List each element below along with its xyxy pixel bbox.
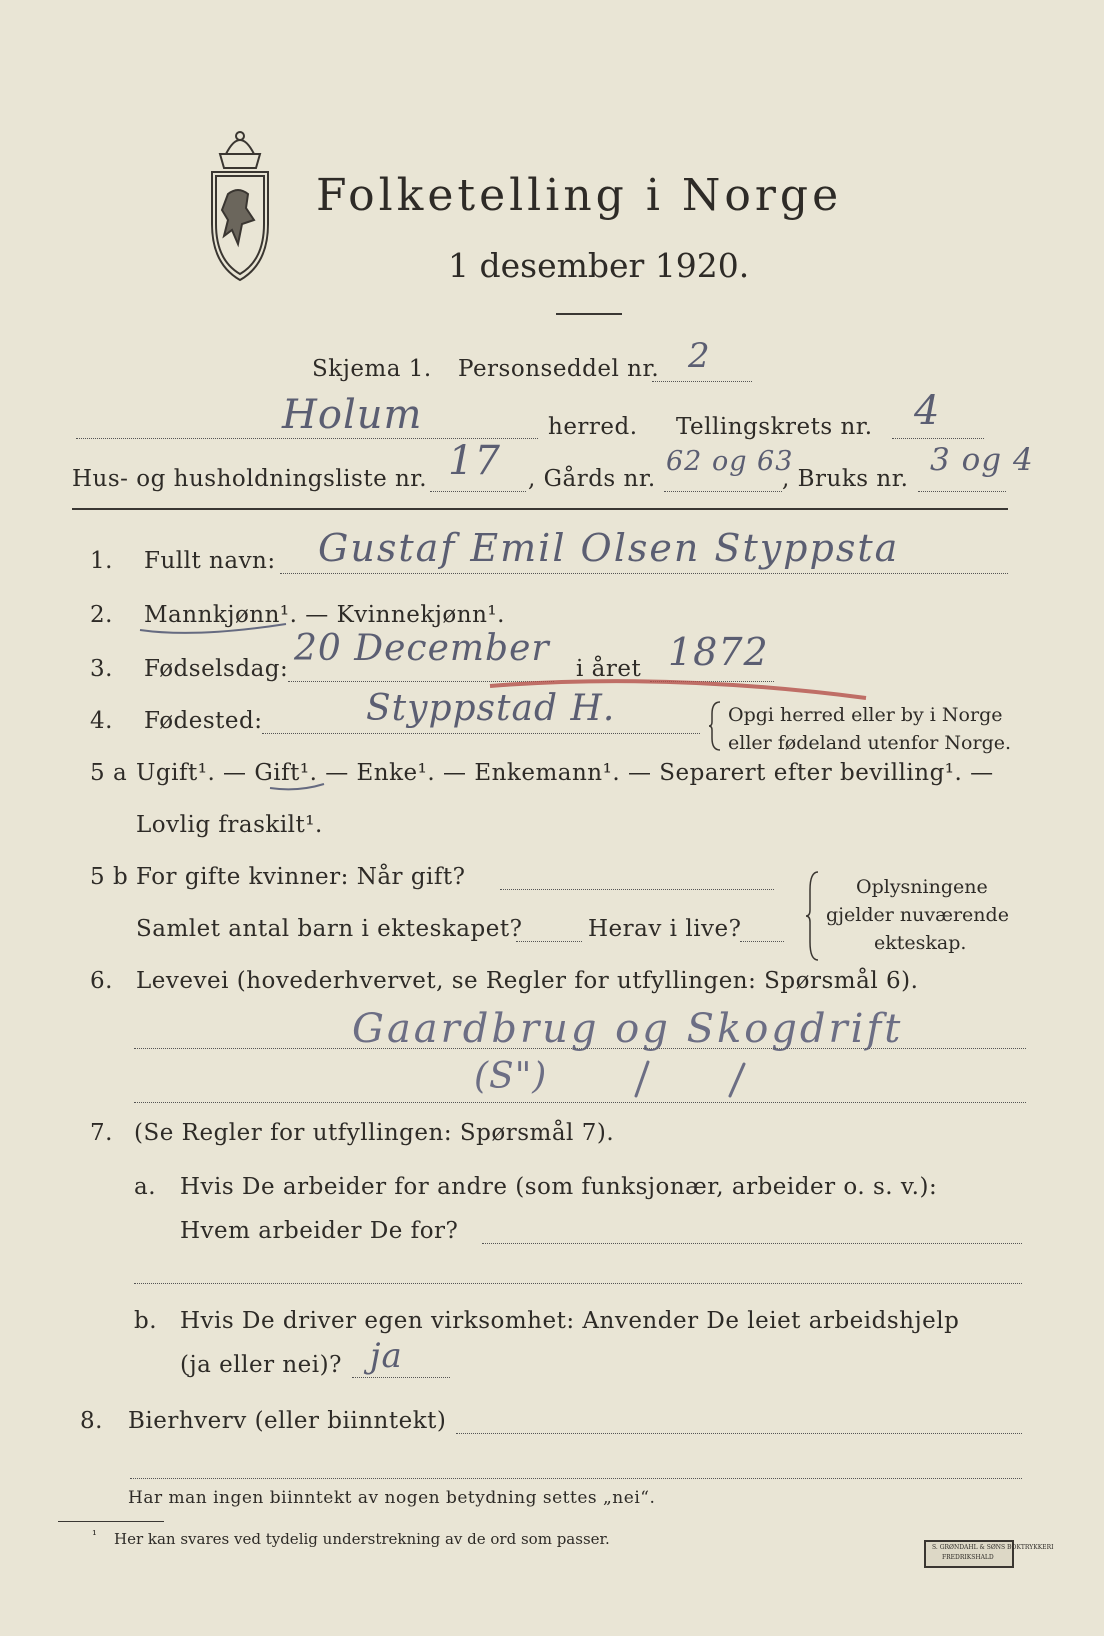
title-divider [556,313,622,315]
ditto-marks [618,1056,778,1106]
tellingskrets-value[interactable]: 4 [914,388,941,434]
norway-coat-of-arms-icon [198,124,282,284]
q4-brace-icon [708,700,722,752]
q5b-note-line1: Oplysningene [856,876,988,898]
male-underline-mark [136,618,296,638]
q2-number: 2. [90,602,113,628]
occupation-code-value[interactable]: (S") [474,1056,548,1097]
q4-note-line1: Opgi herred eller by i Norge [728,704,1003,726]
q6-label: Levevei (hovederhvervet, se Regler for utfyllingen: Spørsmål 6). [136,968,919,994]
personseddel-value[interactable]: 2 [688,336,711,376]
footnote-rule [58,1521,164,1522]
q7b-line2: (ja eller nei)? [180,1352,342,1378]
gards-label: , Gårds nr. [528,466,656,492]
birthplace-value[interactable]: Styppstad H. [366,688,616,729]
q1-number: 1. [90,548,113,574]
hus-label: Hus- og husholdningsliste nr. [72,466,428,492]
hus-value[interactable]: 17 [448,438,501,484]
marital-status-options[interactable]: Ugift¹. — Gift¹. — Enke¹. — Enkemann¹. — Separert efter bevilling¹. — [136,760,994,786]
bruks-value[interactable]: 3 og 4 [930,442,1034,478]
form-title: Folketelling i Norge [316,170,843,221]
printer-stamp: S. GRØNDAHL & SØNS BOKTRYKKERI FREDRIKSHALD [924,1540,1014,1568]
hired-help-value[interactable]: ja [370,1336,403,1376]
q7-label: (Se Regler for utfyllingen: Spørsmål 7). [134,1120,615,1146]
census-date: 1 desember 1920. [448,246,750,285]
occupation-value[interactable]: Gaardbrug og Skogdrift [352,1006,904,1052]
divorced-option[interactable]: Lovlig fraskilt¹. [136,812,323,838]
q5b-note-line2: gjelder nuværende [826,904,1009,926]
q4-number: 4. [90,708,113,734]
tellingskrets-label: Tellingskrets nr. [676,414,873,440]
year-label: i året [576,656,642,682]
q5b-note-line3: ekteskap. [874,932,967,954]
q7b-line1: Hvis De driver egen virksomhet: Anvender De leiet arbeidshjelp [180,1308,960,1334]
q5b-number: 5 b [90,864,129,890]
red-pencil-mark [486,674,876,708]
herred-value[interactable]: Holum [282,392,423,438]
q5a-number: 5 a [90,760,128,786]
q5b-alive-label: Herav i live? [588,916,742,942]
q1-label: Fullt navn: [144,548,276,574]
gards-value[interactable]: 62 og 63 [666,446,794,477]
gender-male-option[interactable]: Mannkjønn¹. [144,602,298,628]
q8-label: Bierhverv (eller biinntekt) [128,1408,447,1434]
q2-line: Mannkjønn¹. — Kvinnekjønn¹. [144,602,505,628]
birthday-value[interactable]: 20 December [294,628,550,669]
bruks-label: , Bruks nr. [782,466,909,492]
gender-female-option[interactable]: Kvinnekjønn¹. [336,602,505,628]
personseddel-label: Personseddel nr. [458,356,660,382]
herred-label: herred. [548,414,638,440]
q7a-number: a. [134,1174,157,1200]
q7b-number: b. [134,1308,158,1334]
footnote-text: Her kan svares ved tydelig understrekning av de ord som passer. [114,1530,610,1548]
q5b-when-married-label: For gifte kvinner: Når gift? [136,864,466,890]
q3-number: 3. [90,656,113,682]
q8-number: 8. [80,1408,103,1434]
q7a-line1: Hvis De arbeider for andre (som funksjonær, arbeider o. s. v.): [180,1174,938,1200]
header-rule [72,508,1008,510]
full-name-value[interactable]: Gustaf Emil Olsen Styppsta [318,526,900,570]
no-income-note: Har man ingen biinntekt av nogen betydning settes „nei“. [128,1488,656,1508]
q4-label: Fødested: [144,708,263,734]
married-underline-mark [268,780,328,794]
q4-note-line2: eller fødeland utenfor Norge. [728,732,1012,754]
q6-number: 6. [90,968,113,994]
q5b-brace-icon [804,870,822,962]
q3-label: Fødselsdag: [144,656,289,682]
q7a-line2: Hvem arbeider De for? [180,1218,459,1244]
birth-year-value[interactable]: 1872 [668,630,769,674]
footnote-mark: ¹ [92,1528,97,1542]
q7-number: 7. [90,1120,113,1146]
q5b-children-label: Samlet antal barn i ekteskapet? [136,916,523,942]
schema-label: Skjema 1. [312,356,432,382]
